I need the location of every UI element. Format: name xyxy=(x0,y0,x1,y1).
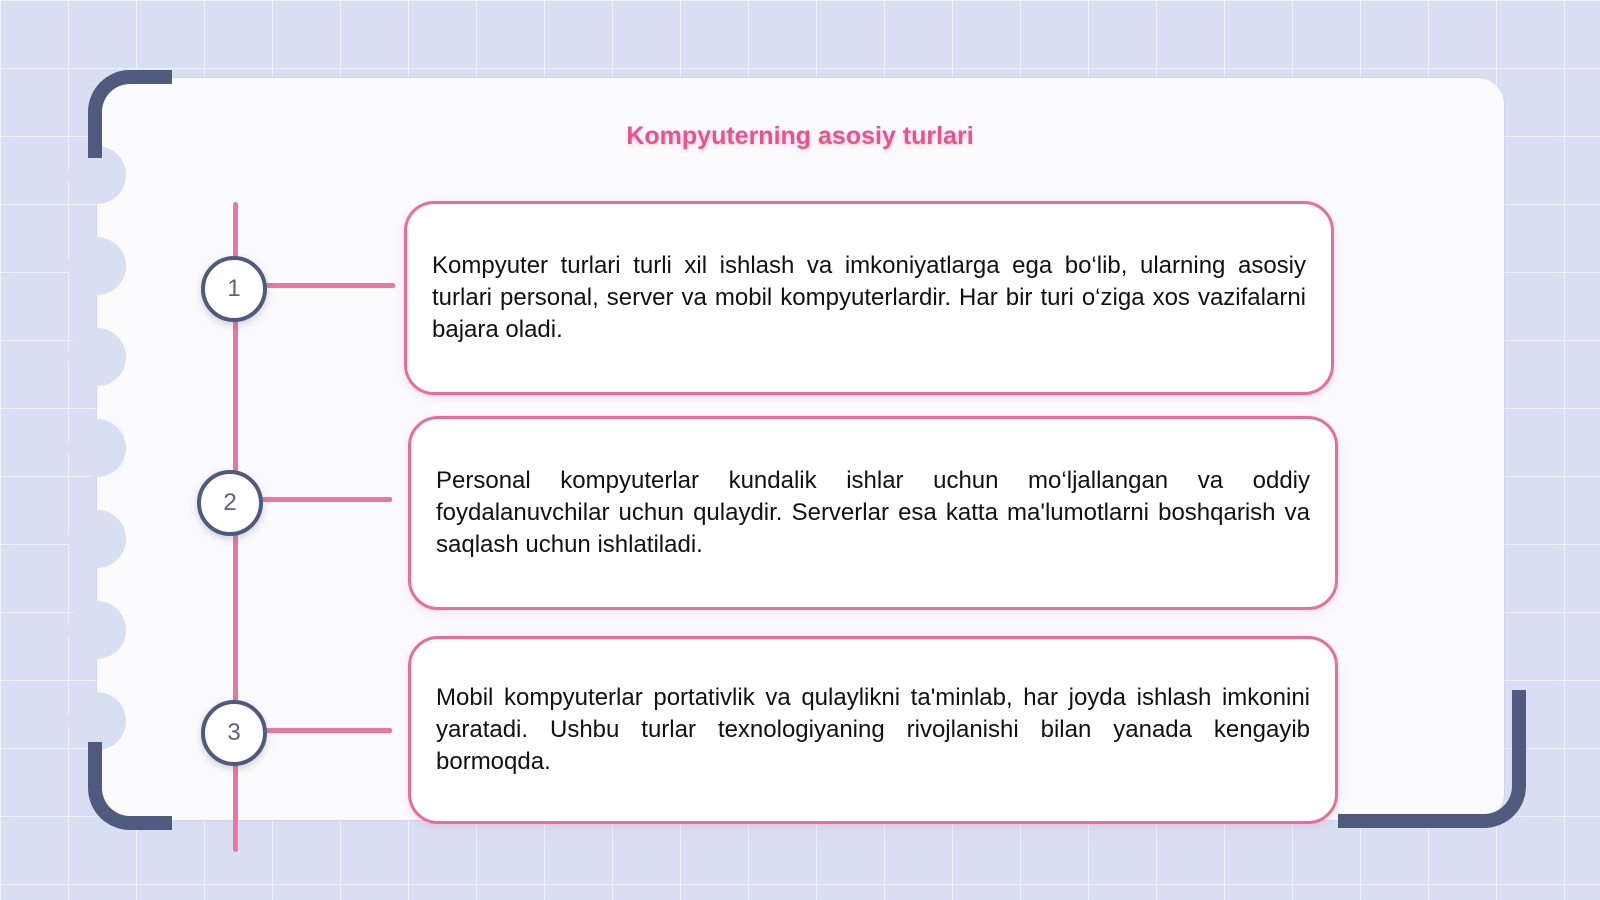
timeline-node-1 xyxy=(201,256,267,322)
timeline-node-2 xyxy=(197,470,263,536)
timeline-connector-3 xyxy=(266,728,392,733)
timeline-number: 1 xyxy=(227,275,241,302)
paper-scallop xyxy=(68,510,126,568)
content-card-3 xyxy=(408,636,1338,824)
card-text: Personal kompyuterlar kundalik ishlar uchun mo‘ljallangan va oddiy foydalanuvchilar uchun qulaydir. Serverlar esa katta ma'lumotlarni boshqarish va saqlash uchun ishlatiladi. xyxy=(436,467,1310,558)
paper-scallop xyxy=(68,419,126,477)
card-text: Mobil kompyuterlar portativlik va qulaylikni ta'minlab, har joyda ishlash imkonini yaratadi. Ushbu turlar texnologiyaning rivojlanishi bilan yanada kengayib bormoqda. xyxy=(436,684,1310,775)
paper-scallop xyxy=(68,328,126,386)
corner-bracket-bottom-right xyxy=(1338,690,1526,828)
card-text: Kompyuter turlari turli xil ishlash va imkoniyatlarga ega bo‘lib, ularning asosiy turlari personal, server va mobil kompyuterlardir. Har bir turi o‘ziga xos vazifalarni bajara oladi. xyxy=(432,252,1306,343)
timeline-connector-2 xyxy=(262,497,392,502)
paper-scallop xyxy=(68,601,126,659)
timeline-connector-1 xyxy=(266,283,395,288)
timeline-number: 2 xyxy=(223,489,237,516)
timeline-node-3 xyxy=(201,700,267,766)
timeline-number: 3 xyxy=(227,719,241,746)
slide-title: Kompyuterning asosiy turlari xyxy=(626,122,974,150)
content-card-1 xyxy=(404,201,1334,395)
paper-scallop xyxy=(68,237,126,295)
content-card-2 xyxy=(408,416,1338,610)
corner-bracket-bottom-left xyxy=(88,742,172,830)
